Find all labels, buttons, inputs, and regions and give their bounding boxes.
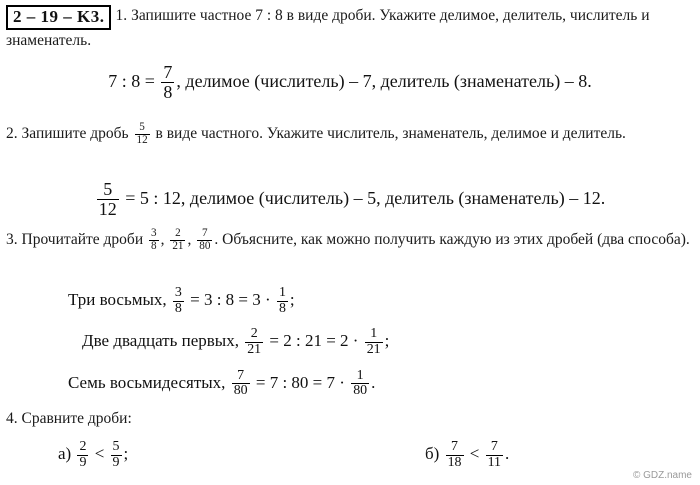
task-3-line-2-mid: = 2 : 21 = 2 · <box>269 331 359 351</box>
fraction-7-8: $\frac{7}{8}$ <box>163 62 173 102</box>
task-1-text: Запишите частное 7 : 8 в виде дроби. Укажите делимое, делитель, числитель и знаменатель. <box>6 7 650 49</box>
task-4-question <box>6 408 694 429</box>
task-1-answer-tail: , делимое (числитель) – 7, делитель (знаменатель) – 8. <box>176 70 592 91</box>
fraction-7-80-inline: $\frac{7}{80}$ <box>199 227 211 252</box>
task-2-answer <box>0 180 700 219</box>
lesson-badge: 2 – 19 – K3. <box>6 5 111 30</box>
task-3-answer-line-3 <box>60 369 680 399</box>
task-3-line-1-mid: = 3 : 8 = 3 · <box>190 290 271 310</box>
task-3-answer <box>60 286 680 410</box>
fraction-7-18: $\frac{7}{18}$ <box>447 439 462 470</box>
task-4-a-sign: < <box>94 444 105 464</box>
fraction-3-8: $\frac{3}{8}$ <box>174 285 182 316</box>
task-1-question <box>6 5 694 51</box>
task-3-number: 3. <box>6 230 18 248</box>
task-2-number: 2. <box>6 124 18 142</box>
task-3-line-2-label: Две двадцать первых, <box>82 331 239 351</box>
task-3-text-after: . Объясните, как можно получить каждую из этих дробей (два способа). <box>214 230 690 248</box>
task-3-line-3-mid: = 7 : 80 = 7 · <box>255 372 345 392</box>
fraction-7-11: $\frac{7}{11}$ <box>487 439 502 470</box>
task-3-answer-line-1 <box>60 286 680 316</box>
task-3-line-3-end: . <box>371 372 376 392</box>
task-4-text: Сравните дроби: <box>21 410 132 427</box>
task-4-b-label: б) <box>425 444 440 464</box>
task-3-line-3-label: Семь восьмидесятых, <box>68 372 226 392</box>
fraction-1-21: $\frac{1}{21}$ <box>366 326 381 357</box>
task-2-answer-tail: = 5 : 12, делимое (числитель) – 5, делитель (знаменатель) – 12. <box>125 187 606 208</box>
fraction-5-12: $\frac{5}{12}$ <box>98 179 117 219</box>
task-4-answer-a <box>58 440 128 470</box>
task-1-number: 1. <box>115 7 128 24</box>
task-1-answer-lead: 7 : 8 = <box>108 70 155 91</box>
task-3-text-before: Прочитайте дроби <box>21 230 144 248</box>
fraction-2-9: $\frac{2}{9}$ <box>79 439 87 470</box>
task-2-text-after: в виде частного. Укажите числитель, знаменатель, делимое и делитель. <box>155 124 626 142</box>
fraction-2-21-inline: $\frac{2}{21}$ <box>172 227 184 252</box>
fraction-3-8-inline: $\frac{3}{8}$ <box>151 227 157 252</box>
task-3-question: 3. Прочитайте дроби $\frac{3}{8}$ , $\frac{2}{21}$ , $\frac{7}{80}$ . Объясните, как можно получить каждую из этих дробей (два способа). <box>6 227 690 252</box>
task-3-line-1-end: ; <box>289 290 295 310</box>
task-3-line-2-end: ; <box>384 331 390 351</box>
watermark: © GDZ.name <box>632 470 692 481</box>
fraction-5-9: $\frac{5}{9}$ <box>112 439 120 470</box>
task-4-a-end: ; <box>123 444 129 464</box>
task-2-text-before: Запишите дробь <box>21 124 129 142</box>
task-3-line-1-label: Три восьмых, <box>68 290 167 310</box>
fraction-5-12-inline: $\frac{5}{12}$ <box>136 121 148 146</box>
fraction-7-80: $\frac{7}{80}$ <box>233 367 248 399</box>
task-1-answer <box>0 63 700 102</box>
task-4-a-label: а) <box>58 444 72 464</box>
task-4-b-end: . <box>505 444 510 464</box>
task-3-answer-line-2 <box>60 327 680 357</box>
fraction-1-8: $\frac{1}{8}$ <box>278 285 286 316</box>
fraction-2-21: $\frac{2}{21}$ <box>247 326 262 357</box>
task-4-answer-b <box>425 440 509 470</box>
task-2-question <box>6 122 694 146</box>
fraction-1-80: $\frac{1}{80}$ <box>353 367 368 399</box>
task-4-number: 4. <box>6 410 18 427</box>
task-4-b-sign: < <box>469 444 480 464</box>
